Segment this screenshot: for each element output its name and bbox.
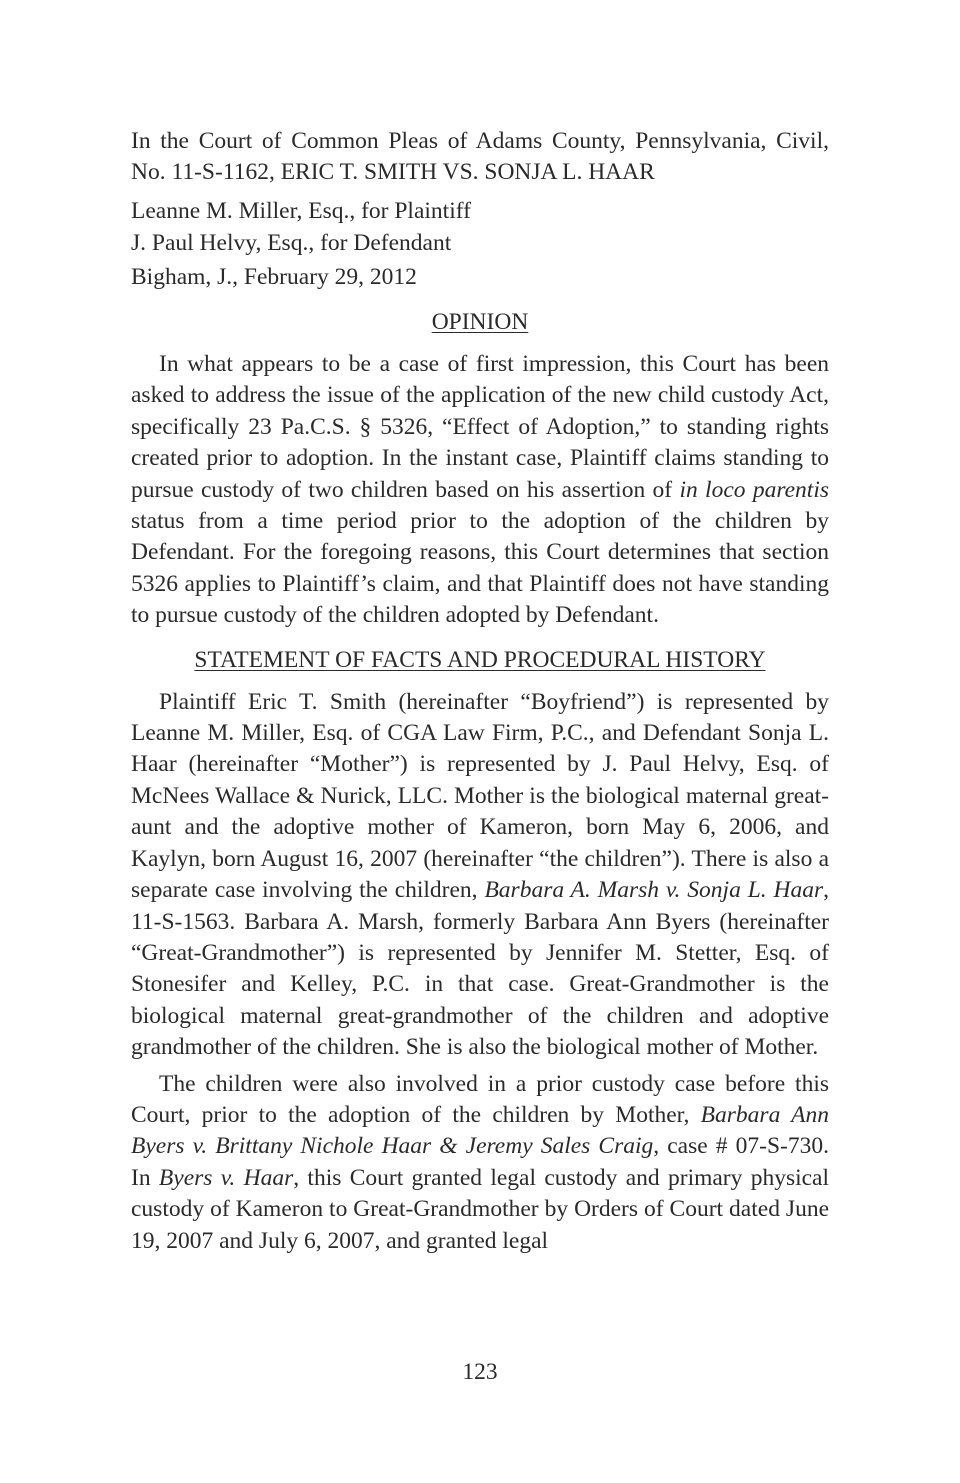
facts-p2-italic-case-1: Barbara Ann Byers v. Brittany Nichole Haar & Jeremy Sales Craig [131, 1101, 829, 1160]
opinion-heading [131, 307, 829, 338]
facts-p2-part-3: , this Court granted legal custody and primary physical custody of Kameron to Great-Grandmother by Orders of Court dated June 19, 2007 and July 6, 2007, and granted legal [131, 1164, 830, 1254]
facts-p2-part-1: The children were also involved in a prior custody case before this Court, prior to the adoption of the children by Mother, [131, 1070, 829, 1128]
defendant-counsel: J. Paul Helvy, Esq., for Defendant [131, 229, 452, 256]
opinion-paragraph [131, 349, 829, 632]
opinion-italic-term: in loco parentis [679, 476, 829, 503]
facts-paragraph-2 [131, 1069, 829, 1257]
facts-heading [131, 645, 829, 676]
case-caption: In the Court of Common Pleas of Adams County, Pennsylvania, Civil, No. 11-S-1162, ERIC T. SMITH VS. SONJA L. HAAR [131, 128, 829, 185]
facts-p1-part-2: , 11-S-1563. Barbara A. Marsh, formerly Barbara Ann Byers (hereinafter “Great-Grandmother”) is represented by Jennifer M. Stetter, Esq. of Stonesifer and Kelley, P.C. in that case. Great-Grandmother is the biological maternal great-grandmother of the children and adoptive grandmother of the children. She is also the biological mother of Mother. [131, 877, 830, 1061]
plaintiff-counsel: Leanne M. Miller, Esq., for Plaintiff [131, 198, 471, 224]
judge-date-line: Bigham, J., February 29, 2012 [131, 264, 417, 290]
opinion-heading-text: OPINION [431, 309, 529, 335]
opinion-text-part-1: In what appears to be a case of first impression, this Court has been asked to address the issue of the application of the new child custody Act, specifically 23 Pa.C.S. § 5326, “Effect of Adoption,” to standing rights created prior to adoption. In the instant case, Plaintiff claims standing to pursue custody of two children based on his assertion of [131, 351, 829, 503]
facts-p2-italic-case-2: Byers v. Haar [158, 1164, 294, 1191]
counsel-block [131, 196, 829, 259]
facts-p1-part-1: Plaintiff Eric T. Smith (hereinafter “Boyfriend”) is represented by Leanne M. Miller, Esq. of CGA Law Firm, P.C., and Defendant Sonja L. Haar (hereinafter “Mother”) is represented by J. Paul Helvy, Esq. of McNees Wallace & Nurick, LLC. Mother is the biological maternal great-aunt and the adoptive mother of Kameron, born May 6, 2006, and Kaylyn, born August 16, 2007 (hereinafter “the children”). There is also a separate case involving the children, [131, 688, 829, 904]
facts-p2-part-2: , case # 07-S-730. In [131, 1133, 829, 1191]
page-number: 123 [462, 1359, 498, 1385]
facts-heading-text: STATEMENT OF FACTS AND PROCEDURAL HISTORY [194, 646, 766, 673]
document-page [131, 126, 829, 1257]
opinion-text-part-2: status from a time period prior to the adoption of the children by Defendant. For the foregoing reasons, this Court determines that section 5326 applies to Plaintiff’s claim, and that Plaintiff does not have standing to pursue custody of the children adopted by Defendant. [131, 508, 829, 629]
facts-p1-italic-case: Barbara A. Marsh v. Sonja L. Haar [484, 877, 824, 904]
facts-paragraph-1 [131, 687, 829, 1064]
